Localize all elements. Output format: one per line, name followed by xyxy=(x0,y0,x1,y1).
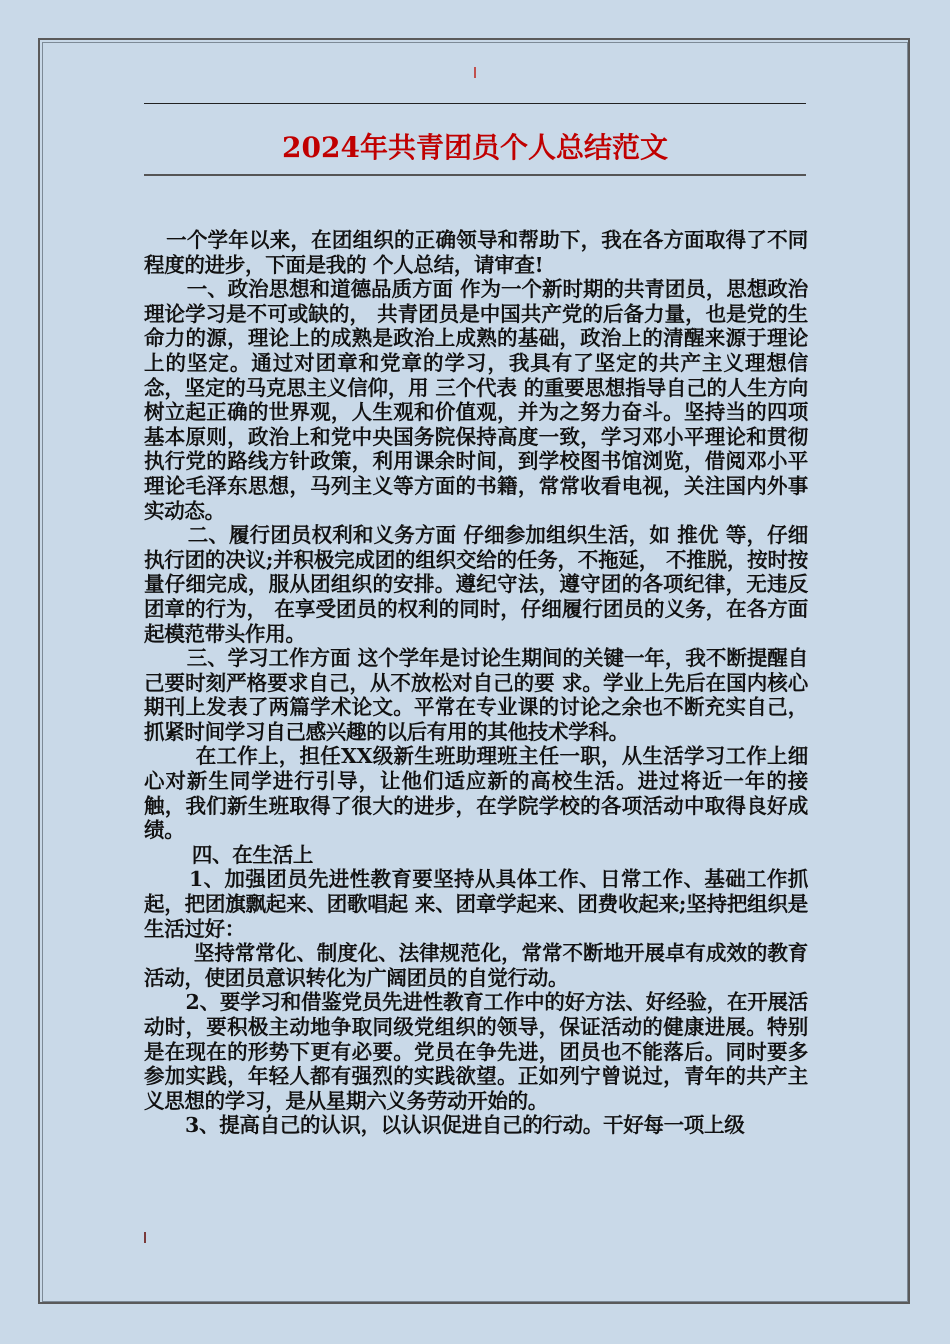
title-rule xyxy=(144,174,806,176)
paragraph-study-work: 三、学习工作方面 这个学年是讨论生期间的关键一年，我不断提醒自己要时刻严格要求自己，从不放松对自己的要 求。学业上先后在国内核心期刊上发表了两篇学术论文。平常在专业课的讨论之余也不断充实自己，抓紧时间学习自己感兴趣的以后有用的其他技术学科。 xyxy=(144,646,808,744)
paragraph-item-1-detail: 坚持常常化、制度化、法律规范化，常常不断地开展卓有成效的教育活动，使团员意识转化为广阔团员的自觉行动。 xyxy=(144,941,809,990)
paragraph-rights-duties: 二、履行团员权利和义务方面 仔细参加组织生活，如 推优 等，仔细执行团的决议;并积极完成团的组织交给的任务，不拖延， 不推脱，按时按量仔细完成，服从团组织的安排。遵纪守法，遵守团的各项纪律，无违反团章的行为， 在享受团员的权利的同时，仔细履行团员的义务，在各方面起模范带头作用。 xyxy=(144,523,808,646)
document-title: 2024年共青团员个人总结范文 xyxy=(282,131,668,164)
paragraph-item-1: 1、加强团员先进性教育要坚持从具体工作、日常工作、基础工作抓起，把团旗飘起来、团歌唱起 来、团章学起来、团费收起来;坚持把组织是生活过好： xyxy=(144,867,808,941)
paragraph-item-3: 3、提高自己的认识，以认识促进自己的行动。干好每一项上级 xyxy=(144,1113,745,1138)
footer-mark xyxy=(144,1232,146,1243)
paragraph-item-2: 2、要学习和借鉴党员先进性教育工作中的好方法、好经验，在开展活动时，要积极主动地争取同级党组织的领导，保证活动的健康进展。特别是在现在的形势下更有必要。党员在争先进，团员也不能落后。同时要多参加实践，年轻人都有强烈的实践欲望。正如列宁曾说过，青年的共产主义思想的学习，是从星期六义务劳动开始的。 xyxy=(144,990,808,1113)
header-mark xyxy=(474,67,476,78)
document-body xyxy=(144,228,808,1138)
header-rule xyxy=(144,103,806,104)
paragraph-life-heading: 四、在生活上 xyxy=(144,842,314,867)
paragraph-politics: 一、政治思想和道德品质方面 作为一个新时期的共青团员，思想政治理论学习是不可或缺的， 共青团员是中国共产党的后备力量，也是党的生命力的源，理论上的成熟是政治上成熟的基础，政治上的清醒来源于理论上的坚定。通过对团章和党章的学习，我具有了坚定的共产主义理想信念，坚定的马克思主义信仰，用 三个代表 的重要思想指导自己的人生方向树立起正确的世界观，人生观和价值观，并为之努力奋斗。坚持当的四项基本原则，政治上和党中央国务院保持高度一致，学习邓小平理论和贯彻执行党的路线方针政策，利用课余时间，到学校图书馆浏览，借阅邓小平理论毛泽东思想，马列主义等方面的书籍，常常收看电视，关注国内外事实动态。 xyxy=(144,277,808,523)
paragraph-intro: 一个学年以来，在团组织的正确领导和帮助下，我在各方面取得了不同程度的进步，下面是我的 个人总结，请审查! xyxy=(144,228,809,277)
paragraph-work: 在工作上，担任XX级新生班助理班主任一职，从生活学习工作上细心对新生同学进行引导，让他们适应新的高校生活。进过将近一年的接触，我们新生班取得了很大的进步，在学院学校的各项活动中取得良好成绩。 xyxy=(144,744,809,843)
